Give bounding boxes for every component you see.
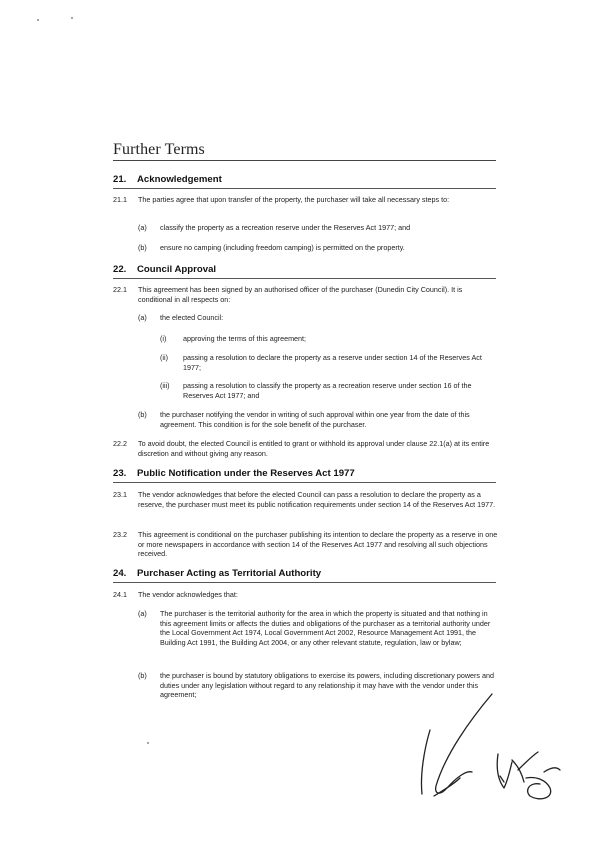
subitem-label: (iii) [160,381,170,390]
clause-number: 22.1 [113,285,127,294]
section-number: 21. [113,174,127,185]
item-text: the purchaser notifying the vendor in writing of such approval within one year from the date of this agreement. This condition is for the sole benefit of the purchaser. [160,410,470,429]
section-title: Public Notification under the Reserves Act 1977 [137,468,355,479]
item-text: classify the property as a recreation reserve under the Reserves Act 1977; and [160,223,411,232]
section-heading [113,174,496,189]
section-number: 24. [113,568,127,579]
item-text: The purchaser is the territorial authority for the area in which the property is situated and that nothing in this agreement limits or affects the duties and obligations of the purchaser as a territorial authority under the Local Government Act 1974, Local Government Act 2002, Resource Management Act 1991, the Building Act 1991, the Building Act 2004, or any other relevant statute, regulation, law or bylaw; [160,609,491,647]
subitem-text: passing a resolution to classify the property as a recreation reserve under section 16 of the Reserves Act 1977; and [183,381,472,400]
clause-number: 21.1 [113,195,127,204]
item-text: the elected Council: [160,313,224,322]
section-title: Acknowledgement [137,174,222,185]
clause-number: 24.1 [113,590,127,599]
section-heading [113,468,496,483]
handwritten-signature [400,690,580,810]
item-label: (b) [138,410,147,419]
scan-speck [147,742,149,744]
clause-text: The parties agree that upon transfer of the property, the purchaser will take all necessary steps to: [138,195,450,204]
subitem-label: (i) [160,334,167,343]
section-23 [113,468,496,483]
clause-number: 23.2 [113,530,127,539]
section-heading [113,568,496,583]
scan-speck [37,19,39,21]
subitem-text: passing a resolution to declare the property as a reserve under section 14 of the Reserves Act 1977; [183,353,482,372]
title-rule [113,160,496,161]
clause-number: 22.2 [113,439,127,448]
section-title: Council Approval [137,264,217,275]
clause-number: 23.1 [113,490,127,499]
item-label: (a) [138,223,147,232]
item-label: (a) [138,313,147,322]
section-title: Purchaser Acting as Territorial Authority [137,568,322,579]
section-21 [113,174,496,189]
subitem-text: approving the terms of this agreement; [183,334,307,343]
clause-text: The vendor acknowledges that: [138,590,238,599]
section-number: 23. [113,468,127,479]
clause-text: To avoid doubt, the elected Council is entitled to grant or withhold its approval under clause 22.1(a) at its entire discretion and without giving any reason. [138,439,490,458]
page-title: Further Terms [113,141,205,158]
clause-text: This agreement is conditional on the purchaser publishing its intention to declare the property as a reserve in one or more newspapers in accordance with section 14 of the Reserves Act 1977 and resolving all such objections received. [138,530,498,559]
section-number: 22. [113,264,127,275]
item-text: ensure no camping (including freedom camping) is permitted on the property. [160,243,405,252]
item-label: (b) [138,671,147,680]
clause-text: This agreement has been signed by an authorised officer of the purchaser (Dunedin City Council). It is conditional in all respects on: [138,285,463,304]
section-heading [113,264,496,279]
item-label: (a) [138,609,147,618]
item-label: (b) [138,243,147,252]
subitem-label: (ii) [160,353,168,362]
section-24 [113,568,496,583]
item-text: the purchaser is bound by statutory obligations to exercise its powers, including discretionary powers and duties under any legislation without regard to any relationship it may have with the vendor under this agreement; [160,671,494,700]
clause-text: The vendor acknowledges that before the elected Council can pass a resolution to declare the property as a reserve, the purchaser must meet its public notification requirements under section 14 of the Reserves Act 1977. [138,490,496,509]
section-22 [113,264,496,279]
scan-speck [71,17,73,19]
